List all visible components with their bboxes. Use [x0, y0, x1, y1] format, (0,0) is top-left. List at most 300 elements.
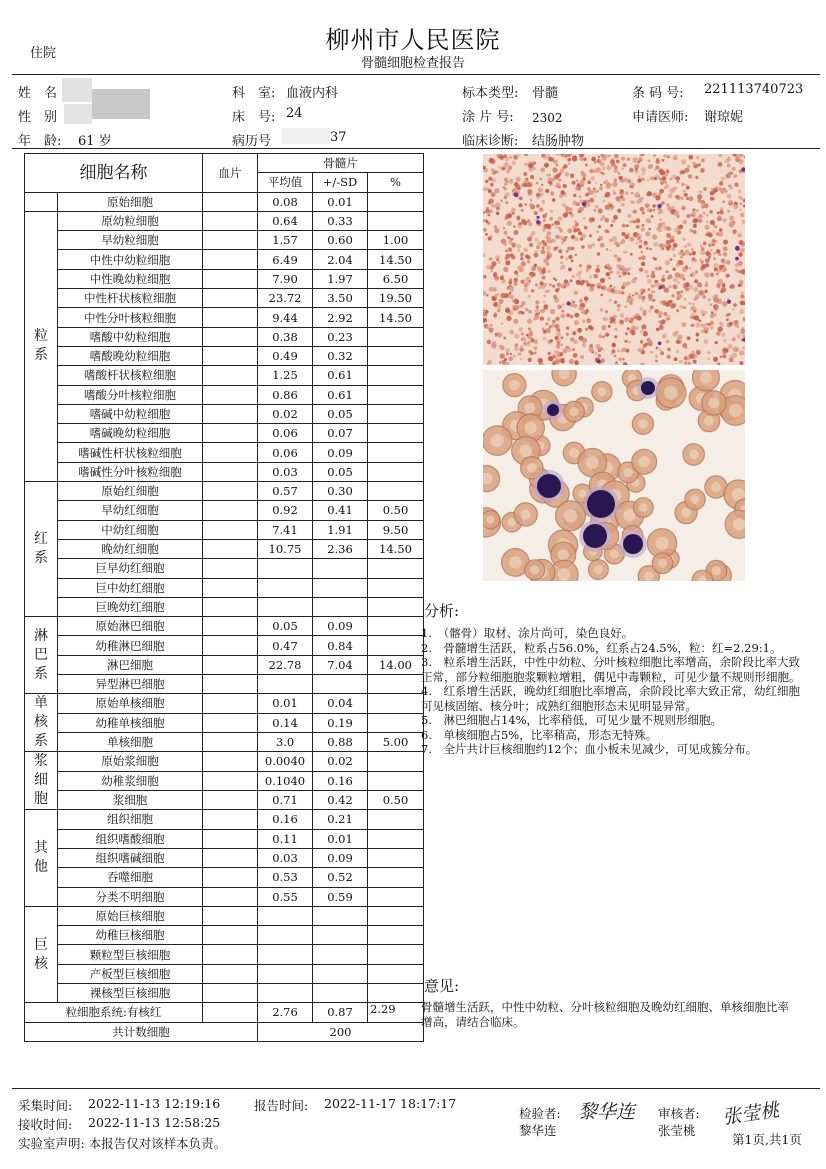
pct-value: [368, 559, 424, 578]
red-blood-cell: [628, 293, 631, 296]
red-blood-cell: [577, 328, 582, 333]
red-blood-cell: [666, 233, 671, 238]
red-blood-cell: [681, 183, 684, 186]
red-blood-cell: [617, 257, 622, 262]
sd-value: 0.33: [313, 211, 368, 230]
red-blood-cell: [551, 178, 555, 182]
red-blood-cell: [640, 341, 643, 344]
red-blood-cell: [560, 256, 563, 259]
blood-value: [203, 732, 258, 751]
cell-nucleus: [583, 524, 607, 548]
red-blood-cell: [668, 193, 673, 198]
red-blood-cell: [588, 190, 593, 195]
red-blood-cell-pallor: [521, 509, 531, 519]
red-blood-cell: [664, 187, 666, 189]
red-blood-cell-pallor: [681, 508, 691, 518]
red-blood-cell: [730, 284, 735, 289]
red-blood-cell: [696, 339, 699, 342]
red-blood-cell: [691, 248, 694, 251]
red-blood-cell: [513, 355, 516, 358]
red-blood-cell: [585, 164, 588, 167]
red-blood-cell: [536, 204, 540, 208]
red-blood-cell: [687, 336, 691, 340]
red-blood-cell: [632, 294, 634, 296]
red-blood-cell: [543, 266, 545, 268]
red-blood-cell: [545, 189, 549, 193]
red-blood-cell: [558, 249, 562, 253]
red-blood-cell: [655, 267, 659, 271]
red-blood-cell: [694, 315, 699, 320]
sd-value: 0.02: [313, 752, 368, 771]
table-row: [25, 829, 424, 848]
pct-value: [368, 482, 424, 501]
cell-name: 中性晚幼粒细胞: [58, 269, 203, 288]
red-blood-cell: [606, 165, 611, 170]
red-blood-cell: [598, 354, 601, 357]
red-blood-cell: [534, 315, 539, 320]
redaction-box: [62, 78, 92, 102]
red-blood-cell: [637, 161, 640, 164]
sd-value: 0.61: [313, 385, 368, 404]
red-blood-cell: [583, 177, 586, 180]
red-blood-cell: [559, 194, 563, 198]
table-row: [25, 308, 424, 327]
cell-name: 异型淋巴细胞: [58, 675, 203, 694]
red-blood-cell: [594, 195, 596, 197]
red-blood-cell: [740, 248, 745, 253]
red-blood-cell: [538, 187, 543, 192]
red-blood-cell: [596, 265, 599, 268]
red-blood-cell: [614, 178, 617, 181]
table-row: [25, 404, 424, 423]
red-blood-cell: [663, 244, 667, 248]
red-blood-cell: [643, 313, 646, 316]
red-blood-cell: [571, 260, 574, 263]
patient-type: 住院: [30, 46, 57, 61]
red-blood-cell-pallor: [708, 397, 719, 408]
red-blood-cell: [554, 279, 557, 282]
red-blood-cell: [642, 289, 646, 293]
red-blood-cell: [548, 270, 551, 273]
red-blood-cell: [671, 294, 674, 297]
table-row: [25, 713, 424, 732]
nucleated-cell: [537, 216, 540, 219]
bone-marrow-smear-low-power-image: [483, 154, 745, 365]
red-blood-cell: [567, 247, 571, 251]
red-blood-cell: [740, 197, 743, 200]
pct-value: [368, 636, 424, 655]
red-blood-cell: [490, 235, 493, 238]
pct-value: [368, 385, 424, 404]
red-blood-cell: [719, 182, 723, 186]
red-blood-cell: [714, 267, 718, 271]
table-row: [25, 269, 424, 288]
red-blood-cell-pallor: [486, 516, 494, 524]
red-blood-cell: [520, 252, 524, 256]
red-blood-cell: [719, 228, 723, 232]
red-blood-cell: [565, 172, 570, 177]
red-blood-cell: [608, 183, 612, 187]
red-blood-cell: [602, 325, 606, 329]
reviewer-label: 审核者:: [658, 1106, 700, 1121]
red-blood-cell: [730, 172, 733, 175]
red-blood-cell: [548, 157, 553, 162]
red-blood-cell: [656, 347, 659, 350]
red-blood-cell: [572, 155, 577, 160]
red-blood-cell: [605, 333, 609, 337]
red-blood-cell: [601, 215, 605, 219]
red-blood-cell: [512, 300, 515, 303]
red-blood-cell: [705, 234, 708, 237]
dept-value: 血液内科: [286, 86, 339, 101]
red-blood-cell: [597, 159, 601, 163]
red-blood-cell: [722, 301, 727, 306]
nucleated-cell: [658, 204, 662, 208]
red-blood-cell: [723, 246, 728, 251]
sd-value: 2.92: [313, 308, 368, 327]
blood-value: [203, 617, 258, 636]
doctor-value: 谢琼妮: [704, 110, 744, 125]
red-blood-cell: [697, 194, 702, 199]
red-blood-cell: [518, 352, 522, 356]
red-blood-cell: [530, 275, 533, 278]
red-blood-cell: [485, 180, 488, 183]
sd-value: 1.91: [313, 520, 368, 539]
red-blood-cell: [546, 174, 549, 177]
red-blood-cell: [696, 350, 701, 355]
red-blood-cell: [504, 178, 509, 183]
red-blood-cell: [627, 272, 630, 275]
blood-value: [203, 289, 258, 308]
cell-name: 中幼红细胞: [58, 520, 203, 539]
red-blood-cell: [555, 317, 559, 321]
red-blood-cell: [621, 239, 626, 244]
mean-value: [258, 964, 313, 983]
cell-name: 嗜碱性杆状核粒细胞: [58, 443, 203, 462]
red-blood-cell: [641, 227, 645, 231]
cell-name: 组织细胞: [58, 810, 203, 829]
red-blood-cell: [667, 206, 671, 210]
red-blood-cell: [626, 237, 628, 239]
red-blood-cell: [543, 224, 548, 229]
mean-value: 9.44: [258, 308, 313, 327]
red-blood-cell: [564, 279, 568, 283]
pct-value: [368, 597, 424, 616]
red-blood-cell: [701, 324, 705, 328]
red-blood-cell: [684, 193, 688, 197]
red-blood-cell: [531, 289, 534, 292]
red-blood-cell: [548, 181, 551, 184]
pct-value: [368, 462, 424, 481]
red-blood-cell: [519, 197, 523, 201]
red-blood-cell: [563, 213, 568, 218]
red-blood-cell: [659, 349, 662, 352]
red-blood-cell: [619, 358, 622, 361]
red-blood-cell: [589, 169, 593, 173]
red-blood-cell: [521, 209, 524, 212]
mean-value: 22.78: [258, 655, 313, 674]
red-blood-cell: [511, 161, 516, 166]
red-blood-cell: [719, 210, 724, 215]
red-blood-cell: [672, 268, 675, 271]
red-blood-cell: [494, 312, 497, 315]
table-row: [25, 346, 424, 365]
red-blood-cell: [633, 157, 638, 162]
red-blood-cell: [642, 212, 645, 215]
red-blood-cell: [604, 218, 609, 223]
blood-value: [203, 926, 258, 945]
red-blood-cell: [527, 295, 530, 298]
red-blood-cell: [693, 287, 698, 292]
lab-disclaimer: 实验室声明: 本报告仅对该样本负责。: [18, 1136, 227, 1151]
red-blood-cell: [653, 242, 658, 247]
red-blood-cell: [566, 250, 569, 253]
red-blood-cell: [616, 270, 620, 274]
red-blood-cell: [625, 332, 628, 335]
age-label: 年 龄:: [18, 134, 62, 149]
red-blood-cell: [501, 167, 504, 170]
red-blood-cell: [568, 255, 572, 259]
red-blood-cell: [663, 154, 666, 157]
red-blood-cell: [495, 333, 498, 336]
red-blood-cell: [556, 174, 560, 178]
sd-value: 0.41: [313, 501, 368, 520]
cell-name: 颗粒型巨核细胞: [58, 945, 203, 964]
red-blood-cell: [595, 182, 598, 185]
cell-name: 嗜碱中幼粒细胞: [58, 404, 203, 423]
red-blood-cell: [718, 215, 722, 219]
red-blood-cell: [509, 357, 514, 362]
red-blood-cell: [736, 325, 740, 329]
blood-value: [203, 559, 258, 578]
red-blood-cell: [595, 344, 600, 349]
red-blood-cell-pallor: [610, 550, 619, 559]
red-blood-cell: [624, 340, 627, 343]
red-blood-cell: [513, 308, 516, 311]
cell-name: 原始细胞: [58, 192, 203, 211]
red-blood-cell: [525, 179, 529, 183]
red-blood-cell: [639, 307, 643, 311]
red-blood-cell: [642, 347, 645, 350]
red-blood-cell: [698, 163, 701, 166]
red-blood-cell: [713, 357, 718, 362]
red-blood-cell: [688, 362, 691, 365]
red-blood-cell: [582, 320, 585, 323]
red-blood-cell: [720, 190, 724, 194]
red-blood-cell: [613, 192, 616, 195]
sd-value: 0.05: [313, 404, 368, 423]
red-blood-cell: [574, 360, 579, 365]
table-row: [25, 327, 424, 346]
table-row: [25, 771, 424, 790]
red-blood-cell: [617, 349, 620, 352]
mean-value: 0.05: [258, 617, 313, 636]
red-blood-cell: [631, 192, 634, 195]
red-blood-cell: [733, 204, 738, 209]
red-blood-cell-pallor: [700, 372, 712, 384]
table-row: [25, 694, 424, 713]
pct-value: [368, 868, 424, 887]
red-blood-cell: [528, 163, 533, 168]
red-blood-cell: [540, 309, 544, 313]
blood-value: [203, 887, 258, 906]
red-blood-cell: [666, 340, 670, 344]
red-blood-cell: [602, 167, 606, 171]
nucleated-cell: [536, 220, 540, 224]
red-blood-cell: [565, 206, 570, 211]
red-blood-cell: [582, 343, 586, 347]
red-blood-cell: [579, 299, 583, 303]
red-blood-cell: [507, 286, 511, 290]
red-blood-cell: [643, 344, 647, 348]
red-blood-cell: [553, 295, 557, 299]
report-time: 2022-11-17 18:17:17: [324, 1096, 457, 1111]
red-blood-cell: [485, 233, 488, 236]
red-blood-cell: [729, 216, 734, 221]
red-blood-cell: [600, 243, 605, 248]
red-blood-cell: [574, 320, 579, 325]
red-blood-cell: [670, 304, 675, 309]
red-blood-cell: [682, 220, 687, 225]
analysis-line: 1. （髂骨）取材、涂片尚可，染色良好。: [421, 626, 634, 640]
red-blood-cell: [533, 161, 536, 164]
red-blood-cell: [652, 204, 656, 208]
red-blood-cell: [685, 288, 689, 292]
red-blood-cell: [683, 190, 686, 193]
red-blood-cell: [518, 327, 523, 332]
red-blood-cell: [712, 191, 715, 194]
hospital-name: 柳州市人民医院: [325, 26, 501, 54]
red-blood-cell: [545, 213, 548, 216]
sd-value: 0.59: [313, 887, 368, 906]
pct-value: 1.00: [368, 231, 424, 250]
red-blood-cell: [560, 343, 563, 346]
red-blood-cell: [605, 205, 610, 210]
red-blood-cell: [610, 271, 613, 274]
table-row: [25, 462, 424, 481]
red-blood-cell: [562, 348, 567, 353]
red-blood-cell-pallor: [623, 468, 632, 477]
red-blood-cell: [722, 218, 727, 223]
red-blood-cell: [549, 217, 553, 221]
red-blood-cell: [673, 277, 678, 282]
red-blood-cell: [567, 228, 572, 233]
red-blood-cell: [717, 212, 720, 215]
red-blood-cell: [536, 182, 539, 185]
red-blood-cell: [513, 319, 518, 324]
blood-value: [203, 713, 258, 732]
red-blood-cell: [652, 257, 655, 260]
red-blood-cell: [510, 353, 512, 355]
red-blood-cell: [581, 311, 583, 313]
red-blood-cell: [589, 275, 592, 278]
blood-value: [203, 501, 258, 520]
red-blood-cell: [674, 357, 678, 361]
table-row: [25, 559, 424, 578]
red-blood-cell: [572, 275, 575, 278]
red-blood-cell: [490, 324, 493, 327]
red-blood-cell: [742, 346, 745, 349]
red-blood-cell: [630, 253, 633, 256]
red-blood-cell-pallor: [594, 565, 603, 574]
red-blood-cell: [696, 156, 699, 159]
red-blood-cell-pallor: [711, 482, 721, 492]
red-blood-cell: [693, 258, 697, 262]
blood-value: [203, 482, 258, 501]
blood-value: [203, 520, 258, 539]
red-blood-cell: [705, 323, 708, 326]
red-blood-cell: [686, 197, 689, 200]
red-blood-cell: [677, 337, 680, 340]
red-blood-cell: [513, 225, 516, 228]
red-blood-cell: [586, 202, 591, 207]
red-blood-cell: [538, 358, 543, 363]
pct-value: [368, 211, 424, 230]
sd-value: 0.07: [313, 424, 368, 443]
red-blood-cell: [695, 270, 698, 273]
red-blood-cell: [507, 221, 512, 226]
red-blood-cell: [682, 322, 687, 327]
red-blood-cell: [677, 196, 681, 200]
red-blood-cell: [585, 328, 588, 331]
red-blood-cell: [604, 318, 608, 322]
red-blood-cell: [537, 196, 540, 199]
blood-value: [203, 443, 258, 462]
red-blood-cell: [534, 250, 537, 253]
cell-name: 组织嗜酸细胞: [58, 829, 203, 848]
red-blood-cell: [575, 254, 577, 256]
red-blood-cell: [648, 164, 653, 169]
red-blood-cell: [635, 192, 640, 197]
pct-value: 5.00: [368, 732, 424, 751]
red-blood-cell-pallor: [689, 450, 699, 460]
red-blood-cell: [625, 191, 629, 195]
red-blood-cell: [524, 288, 528, 292]
red-blood-cell: [662, 159, 665, 162]
table-row: [25, 231, 424, 250]
red-blood-cell: [543, 330, 547, 334]
red-blood-cell: [494, 170, 497, 173]
red-blood-cell: [667, 348, 671, 352]
red-blood-cell: [598, 156, 600, 158]
red-blood-cell: [629, 302, 632, 305]
red-blood-cell: [669, 177, 672, 180]
red-blood-cell: [654, 177, 657, 180]
mean-value: 0.03: [258, 848, 313, 867]
red-blood-cell: [522, 312, 525, 315]
sd-value: 2.04: [313, 250, 368, 269]
red-blood-cell: [575, 222, 579, 226]
analysis-line: 5. 淋巴细胞占14%，比率稍低，可见少量不规则形细胞。: [421, 713, 723, 727]
red-blood-cell: [684, 298, 687, 301]
red-blood-cell: [593, 274, 598, 279]
red-blood-cell: [688, 174, 692, 178]
red-blood-cell: [510, 288, 514, 292]
red-blood-cell: [604, 155, 608, 159]
red-blood-cell: [690, 316, 693, 319]
red-blood-cell: [543, 294, 546, 297]
red-blood-cell: [535, 238, 539, 242]
red-blood-cell: [544, 305, 549, 310]
cell-name: 原始红细胞: [58, 482, 203, 501]
red-blood-cell: [625, 349, 629, 353]
smear-value: 2302: [532, 111, 563, 125]
red-blood-cell: [514, 230, 519, 235]
sd-value: 0.30: [313, 482, 368, 501]
red-blood-cell: [580, 307, 584, 311]
red-blood-cell: [600, 308, 603, 311]
red-blood-cell: [723, 252, 727, 256]
